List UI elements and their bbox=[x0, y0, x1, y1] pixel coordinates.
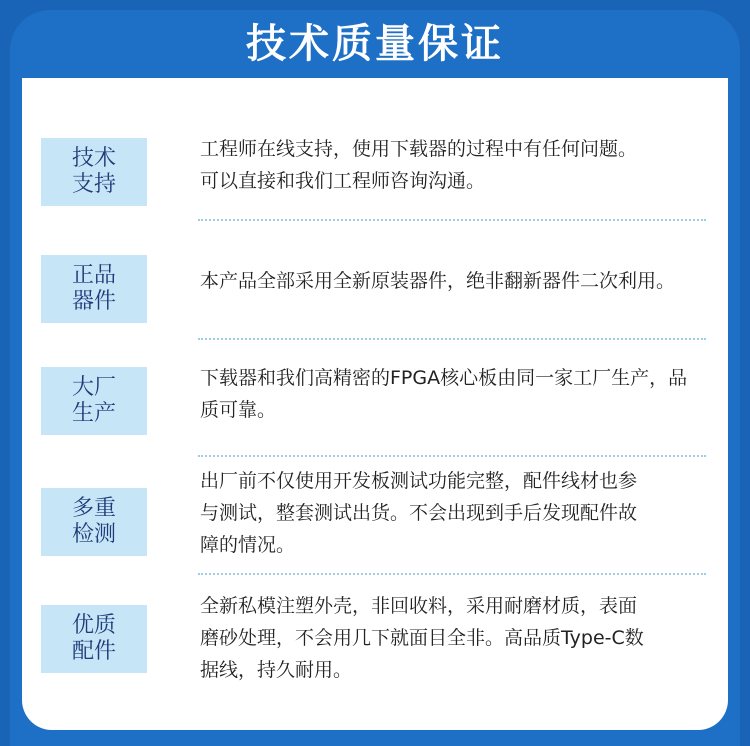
desc-tech-support bbox=[200, 133, 720, 197]
desc-line: 可以直接和我们工程师咨询沟通。 bbox=[200, 170, 486, 192]
divider bbox=[198, 338, 706, 340]
desc-quality-accessories bbox=[200, 590, 720, 686]
desc-line: 据线，持久耐用。 bbox=[200, 659, 353, 681]
tag-label-line1: 正品 bbox=[71, 263, 116, 288]
tag-tech-support bbox=[41, 138, 147, 206]
desc-line: 质可靠。 bbox=[200, 399, 277, 421]
page-title: 技术质量保证 bbox=[246, 20, 504, 67]
tag-label-line1: 优质 bbox=[71, 613, 116, 638]
desc-line: 全新私模注塑外壳，非回收料，采用耐磨材质，表面 bbox=[200, 595, 638, 617]
desc-line: 障的情况。 bbox=[200, 534, 296, 556]
divider bbox=[198, 219, 706, 221]
tag-label-line2: 配件 bbox=[71, 639, 116, 664]
desc-factory-production bbox=[200, 362, 720, 426]
desc-line: 工程师在线支持，使用下载器的过程中有任何问题。 bbox=[200, 138, 638, 160]
tag-factory-production bbox=[41, 367, 147, 435]
desc-line: 与测试，整套测试出货。不会出现到手后发现配件故 bbox=[200, 502, 638, 524]
desc-line: 下载器和我们高精密的FPGA核心板由同一家工厂生产，品 bbox=[200, 367, 688, 389]
divider bbox=[198, 455, 706, 457]
tag-label-line2: 生产 bbox=[71, 401, 116, 426]
tag-label-line1: 多重 bbox=[71, 496, 116, 521]
content-panel bbox=[22, 78, 728, 730]
desc-line: 出厂前不仅使用开发板测试功能完整，配件线材也参 bbox=[200, 470, 638, 492]
tag-genuine-parts bbox=[41, 255, 147, 323]
tag-label-line1: 大厂 bbox=[71, 375, 116, 400]
tag-label-line2: 器件 bbox=[71, 289, 116, 314]
divider bbox=[198, 573, 706, 575]
desc-multiple-testing bbox=[200, 465, 720, 561]
tag-label-line1: 技术 bbox=[71, 146, 116, 171]
tag-label-line2: 支持 bbox=[71, 172, 116, 197]
desc-line: 磨砂处理，不会用几下就面目全非。高品质Type-C数 bbox=[200, 627, 644, 649]
tag-quality-accessories bbox=[41, 605, 147, 673]
tag-label-line2: 检测 bbox=[71, 522, 116, 547]
desc-genuine-parts bbox=[200, 265, 720, 297]
tag-multiple-testing bbox=[41, 488, 147, 556]
header-banner bbox=[0, 0, 750, 80]
desc-line: 本产品全部采用全新原装器件，绝非翻新器件二次利用。 bbox=[200, 270, 676, 292]
